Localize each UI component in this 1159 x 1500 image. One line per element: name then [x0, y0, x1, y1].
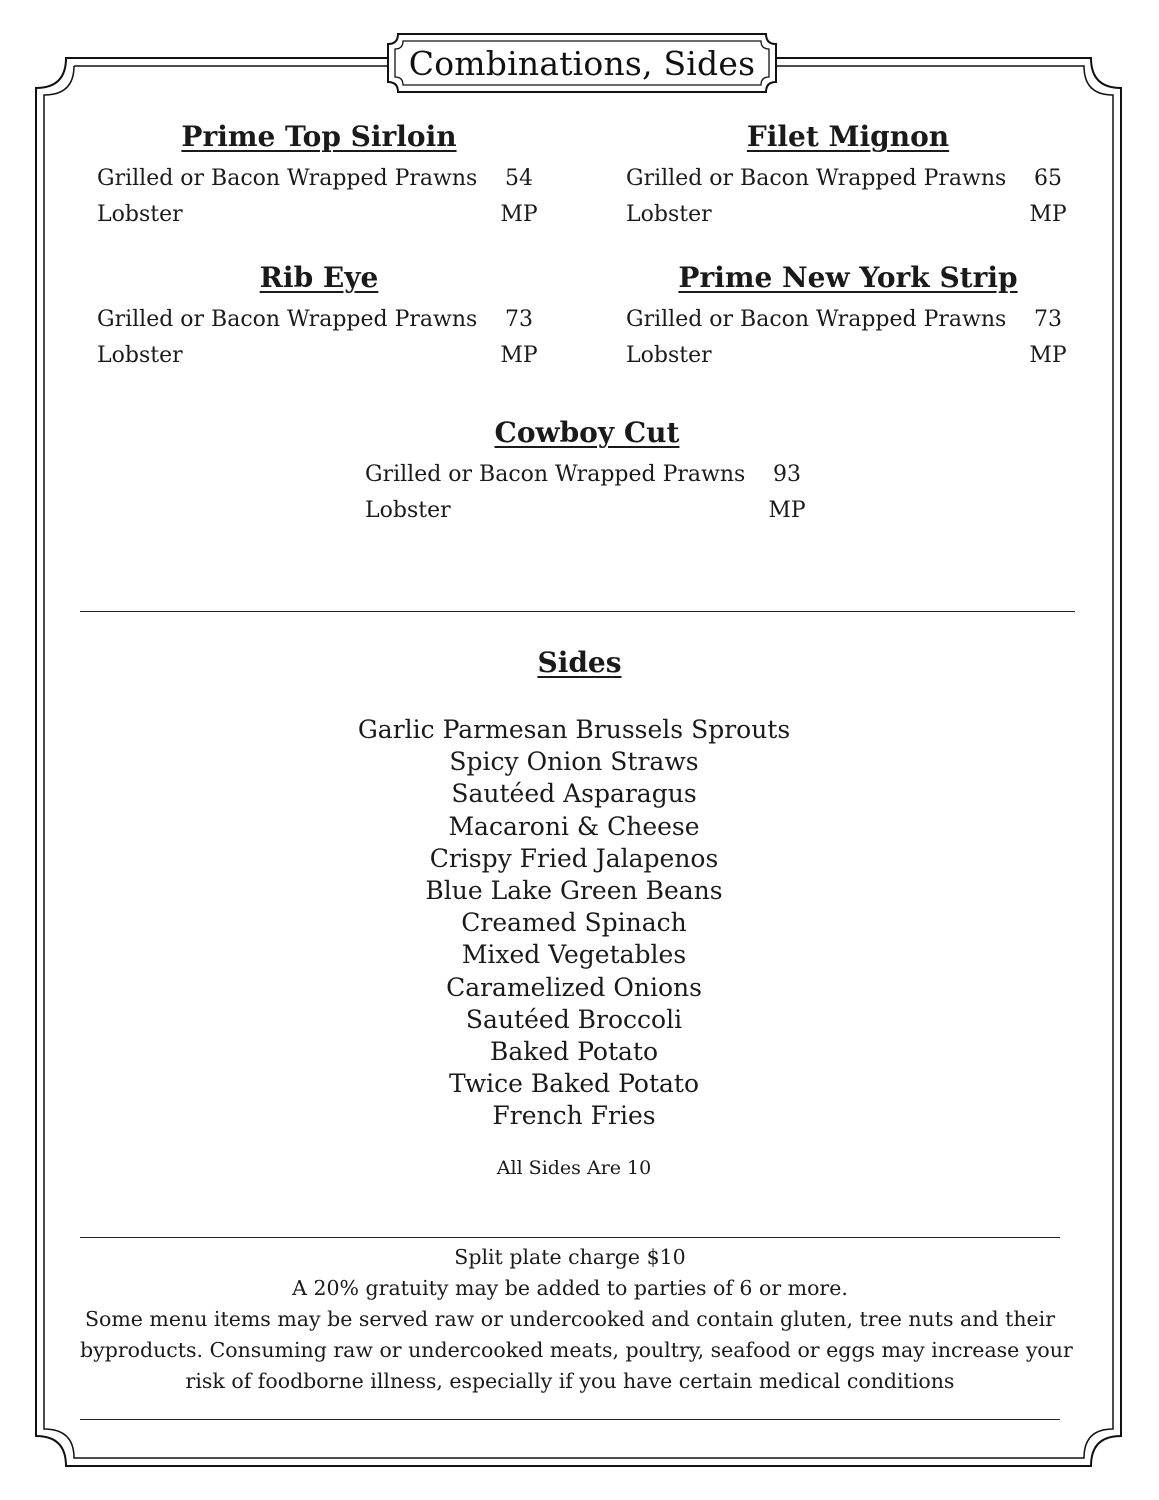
combo-item-price: MP: [500, 343, 538, 368]
combo-heading: Cowboy Cut: [494, 416, 680, 449]
list-item: Twice Baked Potato: [449, 1069, 699, 1099]
combo-item-label: Grilled or Bacon Wrapped Prawns: [365, 462, 746, 487]
list-item: Creamed Spinach: [461, 908, 687, 938]
combo-item-price: 65: [1034, 166, 1062, 191]
page-title: Combinations, Sides: [408, 43, 756, 83]
footer-divider-bottom: [80, 1419, 1060, 1420]
footer-line: Split plate charge $10: [454, 1245, 686, 1269]
list-item: Baked Potato: [489, 1037, 659, 1067]
combo-row: [97, 338, 541, 374]
combo-row: [626, 338, 1070, 374]
combo-prime-new-york-strip: [626, 261, 1070, 374]
combo-item-price: MP: [1029, 343, 1067, 368]
combo-row: [626, 197, 1070, 233]
sides-list: [0, 714, 1148, 1133]
combo-item-label: Lobster: [97, 343, 183, 368]
combo-filet-mignon: [626, 120, 1070, 233]
combo-item-label: Grilled or Bacon Wrapped Prawns: [97, 166, 478, 191]
combo-item-label: Grilled or Bacon Wrapped Prawns: [97, 307, 478, 332]
footer-divider-top: [80, 1237, 1060, 1238]
combo-heading: Prime New York Strip: [678, 261, 1018, 294]
footer-line: Some menu items may be served raw or undercooked and contain gluten, tree nuts and their: [84, 1307, 1056, 1331]
combo-heading: Prime Top Sirloin: [181, 120, 457, 153]
list-item: French Fries: [492, 1101, 656, 1131]
list-item: Blue Lake Green Beans: [425, 876, 723, 906]
combo-row: [97, 161, 541, 197]
combo-row: [626, 302, 1070, 338]
combo-row: [365, 493, 809, 529]
combo-row: [365, 457, 809, 493]
footer-line: risk of foodborne illness, especially if you have certain medical conditions: [185, 1369, 955, 1393]
footer-line: byproducts. Consuming raw or undercooked meats, poultry, seafood or eggs may increase your: [80, 1338, 1073, 1362]
sides-heading: Sides: [537, 646, 622, 679]
combo-item-price: MP: [768, 498, 806, 523]
list-item: Caramelized Onions: [446, 972, 702, 1002]
list-item: Spicy Onion Straws: [449, 747, 699, 777]
combo-cowboy-cut: [365, 416, 809, 529]
combo-item-price: 93: [773, 462, 801, 487]
list-item: Sautéed Broccoli: [465, 1004, 683, 1034]
combo-item-price: 54: [505, 166, 533, 191]
combo-row: [97, 302, 541, 338]
footer-line: A 20% gratuity may be added to parties of 6 or more.: [292, 1276, 848, 1300]
combo-item-label: Lobster: [97, 202, 183, 227]
list-item: Garlic Parmesan Brussels Sprouts: [357, 715, 791, 744]
combo-rib-eye: [97, 261, 541, 374]
footer-notes: [80, 1242, 1073, 1397]
combo-heading: Filet Mignon: [746, 120, 950, 153]
combo-item-price: 73: [1034, 307, 1062, 332]
list-item: Mixed Vegetables: [461, 940, 687, 970]
combo-item-label: Grilled or Bacon Wrapped Prawns: [626, 166, 1007, 191]
combo-heading: Rib Eye: [259, 261, 379, 294]
combo-item-price: 73: [505, 307, 533, 332]
section-divider: [80, 611, 1075, 612]
list-item: Sautéed Asparagus: [451, 779, 697, 809]
combo-row: [626, 161, 1070, 197]
list-item: Crispy Fried Jalapenos: [429, 843, 719, 873]
combo-item-label: Grilled or Bacon Wrapped Prawns: [626, 307, 1007, 332]
combo-row: [97, 197, 541, 233]
combo-prime-top-sirloin: [97, 120, 541, 233]
list-item: Macaroni & Cheese: [448, 811, 700, 841]
combo-item-price: MP: [1029, 202, 1067, 227]
combo-item-label: Lobster: [626, 202, 712, 227]
sides-price-note: All Sides Are 10: [496, 1157, 652, 1179]
combo-item-price: MP: [500, 202, 538, 227]
combo-item-label: Lobster: [626, 343, 712, 368]
combo-item-label: Lobster: [365, 498, 451, 523]
